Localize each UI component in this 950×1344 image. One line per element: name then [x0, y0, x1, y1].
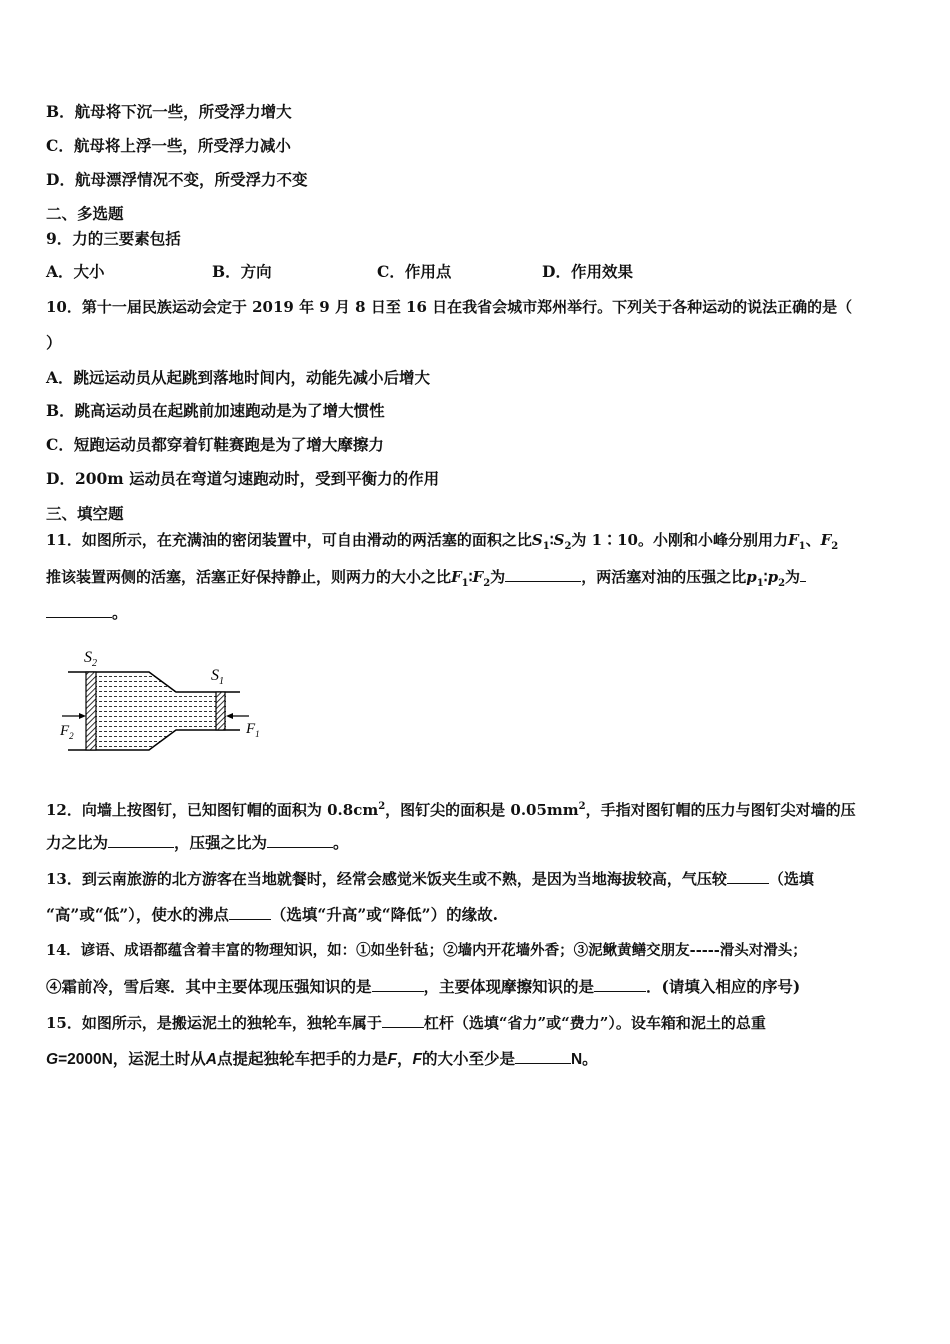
q13-text-c: “高”或“低”），使水的沸点 [46, 905, 229, 924]
q15-text-b: 杠杆（选填“省力”或“费力”）。设车箱和泥土的总重 [423, 1014, 766, 1032]
label-s1: $S_1$ [211, 667, 224, 687]
force-f1-arrowhead [226, 713, 233, 719]
q8-option-d: D．航母漂浮情况不变，所受浮力不变 [46, 170, 308, 189]
q11-separator: 、 [805, 531, 821, 549]
q10-option-b: B．跳高运动员在起跳前加速跑动是为了增大惯性 [46, 401, 385, 420]
q12-line1 [46, 797, 856, 820]
q12-text-a: 12．向墙上按图钉，已知图钉帽的面积为 0.8cm [46, 801, 379, 819]
q14-text-d: ．(请填入相应的序号) [646, 977, 801, 996]
q11-text-b: 为 1∶10。小刚和小峰分别用力 [571, 531, 788, 549]
q15-text-c: =2000N，运泥土时从 [58, 1051, 206, 1068]
q12-text-c: ，手指对图钉帽的压力与图钉尖对墙的压 [585, 801, 856, 819]
q13-text-d: （选填“升高”或“降低”）的缘故. [270, 905, 498, 924]
piston-s1 [216, 692, 225, 730]
q11-end: 。 [112, 603, 128, 622]
q11-answer-blank-2b[interactable] [46, 603, 112, 618]
q11-colon-2: ∶ [468, 568, 473, 586]
label-f2: $F_2$ [60, 723, 74, 741]
q12-text-b: ，图钉尖的面积是 0.05mm [385, 801, 579, 819]
q13-answer-blank-1[interactable] [727, 869, 769, 884]
q9-option-c: C．作用点 [377, 262, 452, 281]
q11-line1 [46, 530, 838, 557]
section-title-multiple-choice: 二、多选题 [46, 204, 124, 223]
q9-option-d: D．作用效果 [542, 262, 633, 281]
q15-g-symbol: G [46, 1051, 59, 1068]
q15-text-d: 点提起独轮车把手的力是 [217, 1051, 388, 1068]
q11-text-c: 推该装置两侧的活塞，活塞正好保持静止，则两力的大小之比 [46, 568, 452, 586]
q11-colon-3: ∶ [763, 568, 768, 586]
q10-option-c: C．短跑运动员都穿着钉鞋赛跑是为了增大摩擦力 [46, 435, 384, 454]
q11-f1-sub-2: 1 [461, 578, 469, 589]
q15-line2 [46, 1049, 598, 1070]
q15-f-symbol-1: F [387, 1051, 397, 1068]
q12-line2 [46, 833, 349, 853]
q14-line1: 14．谚语、成语都蕴含着丰富的物理知识，如：①如坐针毡；②墙内开花墙外香；③泥鳅黄鳝交朋友-----滑头对滑头； [46, 942, 807, 959]
q11-f2-sub: 2 [831, 541, 839, 552]
q14-text-b: ④霜前冷，雪后寒．其中主要体现压强知识的是 [46, 977, 372, 996]
q14-text-c: ，主要体现摩擦知识的是 [423, 977, 595, 996]
q11-f1-sub: 1 [798, 541, 806, 552]
q15-answer-blank-1[interactable] [382, 1013, 424, 1028]
q11-f2-symbol-2: F [472, 568, 484, 586]
oil-fill [96, 672, 226, 750]
q14-answer-blank-2[interactable] [594, 977, 646, 992]
q9-option-a: A．大小 [46, 262, 105, 281]
q9-stem: 9．力的三要素包括 [46, 229, 181, 248]
q11-s1-sub: 1 [542, 541, 550, 552]
q11-answer-blank-2a[interactable] [800, 567, 806, 582]
q11-f2-sub-2: 2 [483, 578, 491, 589]
q10-stem-line1: 10．第十一届民族运动会定于 2019 年 9 月 8 日至 16 日在我省会城市郑州举行。下列关于各种运动的说法正确的是（ [46, 298, 853, 316]
q11-s2-symbol: S [553, 531, 565, 549]
q12-text-d: 力之比为 [46, 833, 109, 852]
q12-answer-blank-2[interactable] [267, 833, 333, 848]
q13-text-b: （选填 [768, 870, 814, 888]
q10-stem-line2: ） [46, 333, 62, 352]
q15-f-symbol-2: F [412, 1051, 422, 1068]
q12-sup-1: 2 [378, 801, 386, 812]
q14-line2 [46, 977, 800, 997]
q13-line2 [46, 905, 498, 925]
q11-text-f: 为 [785, 568, 801, 586]
q15-answer-blank-2[interactable] [515, 1049, 571, 1064]
q15-text-g: N。 [570, 1051, 598, 1068]
q11-text-a: 11．如图所示，在充满油的密闭装置中，可自由滑动的两活塞的面积之比 [46, 531, 532, 549]
q15-line1 [46, 1013, 766, 1033]
q14-answer-blank-1[interactable] [372, 977, 424, 992]
q11-answer-blank-1[interactable] [505, 567, 581, 582]
q12-text-e: ，压强之比为 [174, 833, 268, 852]
q8-option-c: C．航母将上浮一些，所受浮力减小 [46, 136, 291, 155]
q13-text-a: 13．到云南旅游的北方游客在当地就餐时，经常会感觉米饭夹生或不熟，是因为当地海拔较高，气压较 [46, 870, 727, 888]
q11-f1-symbol-2: F [451, 568, 462, 586]
q13-line1 [46, 869, 814, 889]
q11-f1-symbol: F [787, 531, 799, 549]
q15-text-f: 的大小至少是 [421, 1051, 515, 1068]
q12-text-f: 。 [333, 833, 349, 852]
label-f1: $F_1$ [246, 721, 260, 739]
q11-f2-symbol: F [820, 531, 832, 549]
q11-colon: ∶ [549, 531, 554, 549]
q12-sup-2: 2 [578, 801, 586, 812]
q11-p1-sub: 1 [756, 578, 764, 589]
q11-line2 [46, 567, 806, 594]
label-s2: $S_2$ [84, 649, 97, 669]
force-f2-arrowhead [79, 713, 86, 719]
q11-p2-sub: 2 [778, 578, 786, 589]
q11-s1-symbol: S [531, 531, 543, 549]
q15-text-e: ， [396, 1051, 413, 1068]
q15-text-a: 15．如图所示，是搬运泥土的独轮车，独轮车属于 [46, 1014, 382, 1032]
q12-answer-blank-1[interactable] [108, 833, 174, 848]
q11-p2-symbol: p [767, 568, 779, 586]
q11-p1-symbol: p [746, 568, 757, 586]
q11-s2-sub: 2 [564, 541, 572, 552]
q8-option-b: B．航母将下沉一些，所受浮力增大 [46, 102, 292, 121]
q11-text-d: 为 [490, 568, 506, 586]
q10-option-d: D．200m 运动员在弯道匀速跑动时，受到平衡力的作用 [46, 469, 440, 488]
section-title-fill-blank: 三、填空题 [46, 504, 124, 523]
piston-s2 [86, 672, 96, 750]
q10-option-a: A．跳远运动员从起跳到落地时间内，动能先减小后增大 [46, 368, 431, 387]
q11-line3 [46, 603, 128, 623]
q11-text-e: ，两活塞对油的压强之比 [581, 568, 747, 586]
q13-answer-blank-2[interactable] [229, 905, 271, 920]
q15-a-symbol: A [205, 1051, 217, 1068]
q11-hydraulic-figure [54, 644, 279, 759]
q9-option-b: B．方向 [212, 262, 272, 281]
